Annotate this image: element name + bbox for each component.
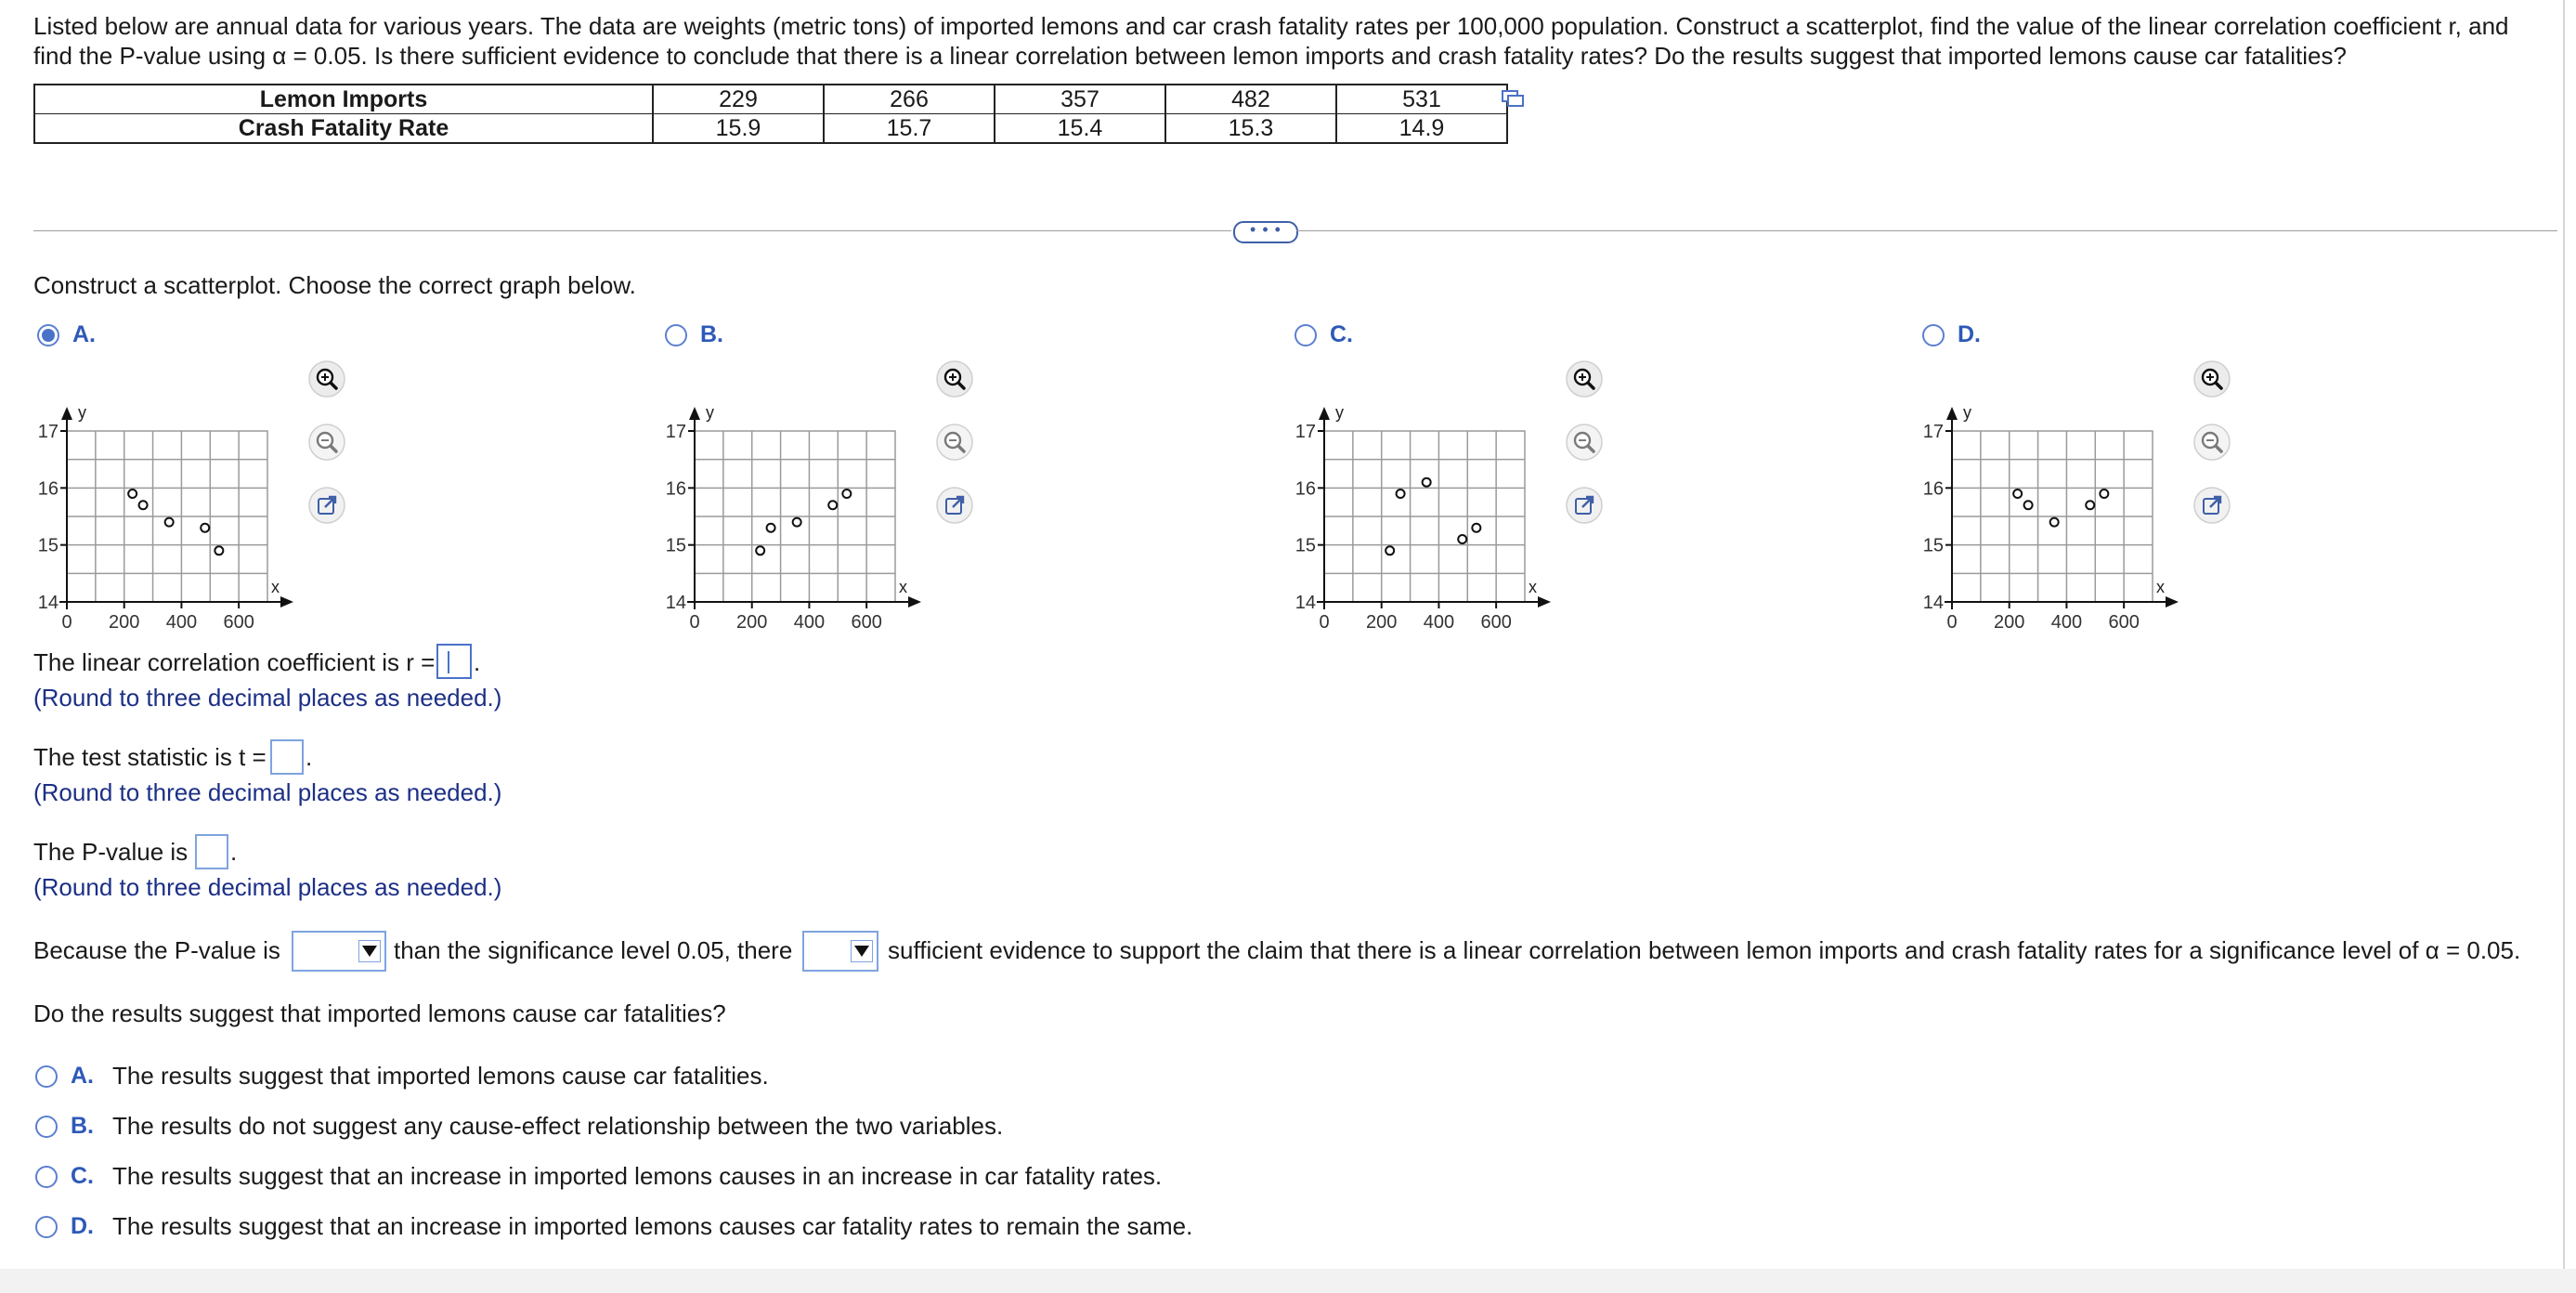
option-text: The results suggest that an increase in imported lemons causes car fatality rates to remain the same. xyxy=(112,1212,1193,1240)
y-axis-label: y xyxy=(78,403,86,422)
y-axis-arrow-icon xyxy=(1946,407,1958,420)
x-axis-arrow-icon xyxy=(2166,596,2179,607)
zoom-out-icon-graphic xyxy=(308,424,345,461)
y-tick-label: 14 xyxy=(665,593,686,613)
table-cell: 229 xyxy=(653,85,824,114)
scatterplot-d xyxy=(1919,355,2225,633)
x-tick-label: 0 xyxy=(61,612,72,633)
option-letter: B. xyxy=(700,321,723,347)
open-new-window-icon-graphic xyxy=(308,487,345,524)
radio-button[interactable] xyxy=(35,1216,58,1238)
table-row xyxy=(34,114,1507,144)
y-tick-label: 16 xyxy=(1295,478,1316,500)
data-point xyxy=(2024,501,2033,509)
x-tick-label: 0 xyxy=(689,612,700,633)
radio-button[interactable] xyxy=(1295,324,1317,346)
period: . xyxy=(306,743,313,771)
section-divider xyxy=(1296,230,2557,231)
zoom-out-icon[interactable] xyxy=(936,424,973,461)
y-tick-label: 15 xyxy=(1922,535,1944,556)
y-axis-label: y xyxy=(1963,403,1971,422)
zoom-in-icon[interactable] xyxy=(1566,360,1603,398)
data-point xyxy=(756,546,764,555)
y-tick-label: 17 xyxy=(37,422,59,442)
scatterplot-c xyxy=(1291,355,1597,633)
table-cell: 15.9 xyxy=(653,114,824,144)
data-point xyxy=(828,501,837,509)
radio-button[interactable] xyxy=(35,1065,58,1088)
dropdown-arrow-icon xyxy=(358,940,381,962)
row-label-crash-fatality-rate: Crash Fatality Rate xyxy=(34,114,653,144)
data-point xyxy=(1458,535,1466,543)
x-tick-label: 200 xyxy=(109,612,140,633)
conclusion-part2: than the significance level 0.05, there xyxy=(394,936,793,964)
option-c-choice[interactable] xyxy=(1295,321,1353,348)
x-axis-arrow-icon xyxy=(1538,596,1551,607)
table-cell: 15.7 xyxy=(824,114,995,144)
cause-option-d[interactable] xyxy=(35,1212,1192,1241)
data-point xyxy=(1472,524,1480,532)
x-axis-label: x xyxy=(271,578,280,596)
y-tick-label: 16 xyxy=(37,478,59,500)
option-letter: C. xyxy=(71,1163,94,1189)
conclusion-part3: sufficient evidence to support the claim that there is a linear correlation between lemon imports and crash fatality rates for a significance level of α = 0.05. xyxy=(888,936,2521,964)
scatterplot-prompt: Construct a scatterplot. Choose the correct graph below. xyxy=(33,271,636,299)
radio-button[interactable] xyxy=(37,324,59,346)
open-new-window-icon-graphic xyxy=(2193,487,2231,524)
data-table xyxy=(33,84,1508,144)
x-tick-label: 400 xyxy=(1423,612,1455,633)
r-prompt-label: The linear correlation coefficient is r = xyxy=(33,648,436,676)
t-answer-input[interactable] xyxy=(270,739,304,775)
option-letter: C. xyxy=(1330,321,1353,347)
data-point xyxy=(2100,490,2108,498)
evidence-dropdown[interactable] xyxy=(802,931,878,972)
table-cell: 15.4 xyxy=(995,114,1165,144)
data-point xyxy=(2086,501,2094,509)
data-point xyxy=(1423,478,1431,487)
p-prompt: The P-value is xyxy=(33,838,189,866)
y-tick-label: 16 xyxy=(665,478,686,500)
period: . xyxy=(474,648,481,676)
table-cell: 266 xyxy=(824,85,995,114)
table-cell: 357 xyxy=(995,85,1165,114)
radio-button[interactable] xyxy=(1922,324,1945,346)
open-new-window-icon[interactable] xyxy=(2193,487,2231,524)
table-cell: 15.3 xyxy=(1165,114,1336,144)
r-prompt xyxy=(33,648,435,676)
question-text: Listed below are annual data for various years. The data are weights (metric tons) of imported lemons and car crash fatality rates per 100,000 population. Construct a scatterplot, find the value of the linear correlation coefficient r, and find the P-value using α = 0.05. Is there sufficient evidence to conclude that there is a linear correlation between lemon imports and crash fatality rates? Do the results suggest that imported lemons cause car fatalities? xyxy=(33,12,2509,70)
radio-button[interactable] xyxy=(35,1116,58,1138)
y-tick-label: 15 xyxy=(37,535,59,556)
bottom-bar xyxy=(0,1269,2576,1293)
section-divider xyxy=(33,230,1231,231)
x-axis-label: x xyxy=(2156,578,2165,596)
p-answer-input[interactable] xyxy=(195,834,228,869)
open-new-window-icon[interactable] xyxy=(936,487,973,524)
graph-option-a xyxy=(33,318,628,633)
zoom-out-icon[interactable] xyxy=(2193,424,2231,461)
x-axis-arrow-icon xyxy=(280,596,293,607)
data-point xyxy=(793,518,801,527)
x-tick-label: 0 xyxy=(1946,612,1958,633)
x-tick-label: 200 xyxy=(1366,612,1398,633)
y-tick-label: 17 xyxy=(1295,422,1316,442)
x-tick-label: 200 xyxy=(1994,612,2025,633)
zoom-in-icon[interactable] xyxy=(936,360,973,398)
zoom-out-icon-graphic xyxy=(936,424,973,461)
zoom-in-icon[interactable] xyxy=(308,360,345,398)
y-axis-arrow-icon xyxy=(689,407,700,420)
zoom-in-icon-graphic xyxy=(936,360,973,398)
copy-data-icon[interactable] xyxy=(1501,89,1525,108)
zoom-in-icon-graphic xyxy=(308,360,345,398)
x-tick-label: 600 xyxy=(2108,612,2140,633)
more-button[interactable]: • • • xyxy=(1233,221,1298,243)
comparison-dropdown[interactable] xyxy=(292,931,386,972)
zoom-in-icon[interactable] xyxy=(2193,360,2231,398)
graph-option-d xyxy=(1919,318,2513,633)
y-tick-label: 15 xyxy=(665,535,686,556)
t-prompt: The test statistic is t = xyxy=(33,743,267,771)
option-a-choice[interactable] xyxy=(37,321,96,348)
table-cell: 14.9 xyxy=(1336,114,1507,144)
table-row xyxy=(34,85,1507,114)
radio-button[interactable] xyxy=(35,1166,58,1188)
scatterplot-a xyxy=(33,355,340,633)
x-tick-label: 200 xyxy=(736,612,768,633)
cause-question: Do the results suggest that imported lemons cause car fatalities? xyxy=(33,999,726,1027)
table-cell: 531 xyxy=(1336,85,1507,114)
open-new-window-icon[interactable] xyxy=(1566,487,1603,524)
data-point xyxy=(842,490,851,498)
y-tick-label: 15 xyxy=(1295,535,1316,556)
data-point xyxy=(139,501,148,509)
data-point xyxy=(215,546,223,555)
r-answer-input[interactable] xyxy=(436,644,472,679)
data-point xyxy=(128,490,137,498)
y-tick-label: 17 xyxy=(665,422,686,442)
graph-option-c xyxy=(1291,318,1885,633)
data-point xyxy=(767,524,775,532)
option-letter: B. xyxy=(71,1113,94,1139)
open-new-window-icon[interactable] xyxy=(308,487,345,524)
x-tick-label: 400 xyxy=(165,612,198,633)
cause-option-a[interactable] xyxy=(35,1062,769,1091)
option-letter: D. xyxy=(71,1213,94,1239)
x-tick-label: 600 xyxy=(1480,612,1512,633)
cause-option-b[interactable] xyxy=(35,1112,1003,1141)
zoom-in-icon-graphic xyxy=(1566,360,1603,398)
x-axis-label: x xyxy=(1529,578,1537,596)
x-tick-label: 400 xyxy=(793,612,826,633)
row-label-lemon-imports: Lemon Imports xyxy=(34,85,653,114)
option-b-choice[interactable] xyxy=(665,321,723,348)
scatterplot-b xyxy=(661,355,968,633)
option-letter: A. xyxy=(72,321,96,347)
round-hint: (Round to three decimal places as needed.) xyxy=(33,873,502,901)
y-axis-arrow-icon xyxy=(1319,407,1330,420)
zoom-out-icon-graphic xyxy=(2193,424,2231,461)
option-d-choice[interactable] xyxy=(1922,321,1981,348)
y-axis-label: y xyxy=(1335,403,1344,422)
round-hint: (Round to three decimal places as needed.) xyxy=(33,684,502,712)
y-axis-label: y xyxy=(706,403,714,422)
y-tick-label: 14 xyxy=(37,593,59,613)
data-point xyxy=(2013,490,2022,498)
dropdown-arrow-icon xyxy=(851,940,873,962)
conclusion-part1: Because the P-value is xyxy=(33,936,280,964)
zoom-out-icon[interactable] xyxy=(1566,424,1603,461)
x-tick-label: 400 xyxy=(2050,612,2083,633)
option-text: The results suggest that an increase in imported lemons causes in an increase in car fatality rates. xyxy=(112,1162,1163,1190)
x-tick-label: 600 xyxy=(223,612,254,633)
option-letter: A. xyxy=(71,1063,94,1089)
y-tick-label: 16 xyxy=(1922,478,1944,500)
y-axis-arrow-icon xyxy=(61,407,72,420)
period: . xyxy=(230,838,238,866)
table-cell: 482 xyxy=(1165,85,1336,114)
x-axis-arrow-icon xyxy=(908,596,921,607)
x-axis-label: x xyxy=(899,578,907,596)
option-text: The results suggest that imported lemons cause car fatalities. xyxy=(112,1062,769,1090)
y-tick-label: 17 xyxy=(1922,422,1944,442)
zoom-out-icon-graphic xyxy=(1566,424,1603,461)
x-tick-label: 0 xyxy=(1319,612,1330,633)
data-point xyxy=(2050,518,2059,527)
data-point xyxy=(1386,546,1394,555)
x-tick-label: 600 xyxy=(851,612,882,633)
graph-option-b xyxy=(661,318,1255,633)
zoom-in-icon-graphic xyxy=(2193,360,2231,398)
zoom-out-icon[interactable] xyxy=(308,424,345,461)
y-tick-label: 14 xyxy=(1295,593,1316,613)
option-text: The results do not suggest any cause-effect relationship between the two variables. xyxy=(112,1112,1004,1140)
open-new-window-icon-graphic xyxy=(936,487,973,524)
round-hint: (Round to three decimal places as needed.) xyxy=(33,778,502,806)
text-cursor xyxy=(448,651,449,673)
cause-option-c[interactable] xyxy=(35,1162,1162,1191)
data-point xyxy=(201,524,209,532)
radio-button[interactable] xyxy=(665,324,687,346)
y-tick-label: 14 xyxy=(1922,593,1944,613)
data-point xyxy=(1397,490,1405,498)
data-point xyxy=(165,518,174,527)
option-letter: D. xyxy=(1958,321,1981,347)
open-new-window-icon-graphic xyxy=(1566,487,1603,524)
